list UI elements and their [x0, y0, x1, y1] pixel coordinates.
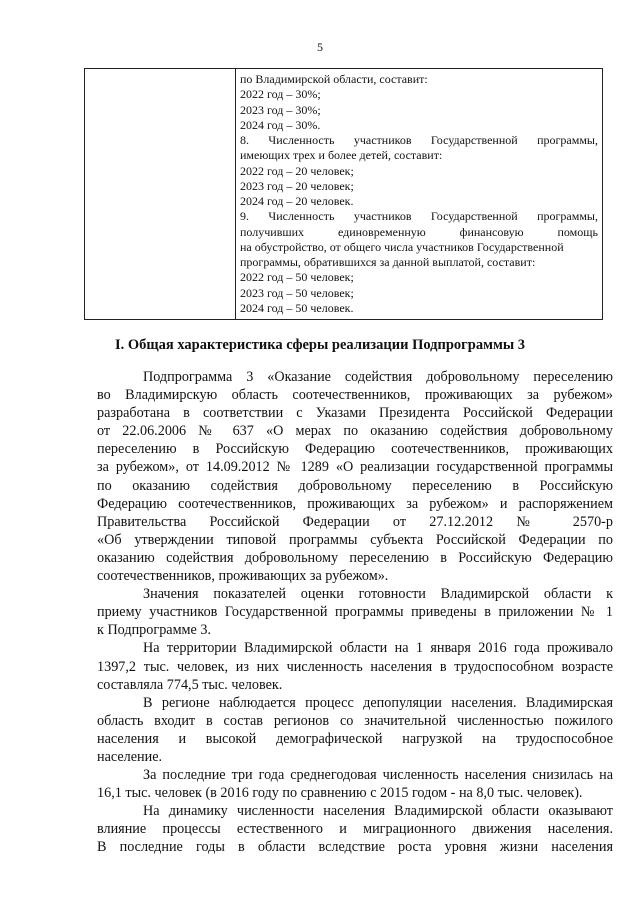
table-cell-right: [236, 69, 603, 320]
paragraph-line: разработана в соответствии с Указами Президента Российской Федерации: [97, 405, 613, 422]
table-cell-line: по Владимирской области, составит:: [240, 72, 428, 86]
table-cell-line: 8. Численность участников Государственной программы,: [240, 133, 598, 147]
paragraph-line: переселению в Российскую Федерацию соотечественников, проживающих: [97, 441, 613, 458]
paragraph: [97, 802, 613, 856]
paragraph-line: составляла 774,5 тыс. человек.: [97, 676, 283, 693]
paragraph-line: приему участников Государственной программы приведены в приложении № 1: [97, 604, 613, 621]
paragraph-line: Федерацию соотечественников, проживающих за рубежом» и распоряжением: [97, 495, 613, 512]
table-cell-right-text: [236, 69, 602, 319]
paragraph-line: «Об утверждении типовой программы субъекта Российской Федерации по: [97, 531, 613, 548]
table-row: [85, 69, 603, 320]
table-cell-line: 2023 год – 30%;: [240, 102, 321, 117]
paragraph-line: область входит в состав регионов со значительной численностью пожилого: [97, 712, 613, 729]
table-cell-line: 2022 год – 30%;: [240, 87, 321, 102]
table-cell-line: 9. Численность участников Государственной программы,: [240, 209, 598, 224]
table-cell-left: [85, 69, 236, 320]
paragraph-line: во Владимирскую область соотечественников, проживающих за рубежом»: [97, 387, 613, 404]
paragraph: [97, 766, 613, 802]
paragraph-line: оказанию содействия добровольному переселению в Российскую Федерацию: [97, 549, 613, 566]
paragraph-line: населения и высокой демографической нагрузкой на трудоспособное: [97, 730, 613, 747]
paragraph-line: Правительства Российской Федерации от 27.12.2012 № 2570-р: [97, 513, 613, 530]
paragraph-line: За последние три года среднегодовая численность населения снизилась на: [143, 767, 613, 784]
paragraph-line: от 22.06.2006 № 637 «О мерах по оказанию содействия добровольному: [97, 423, 613, 440]
table-cell-line: 2024 год – 50 человек.: [240, 300, 354, 315]
paragraph-line: 1397,2 тыс. человек, из них численность населения в трудоспособном возрасте: [97, 658, 613, 675]
table-cell-line: на обустройство, от общего числа участников Государственной: [240, 239, 564, 254]
table-cell-line: получивших единовременную финансовую помощь: [240, 224, 598, 239]
paragraph: [97, 585, 613, 639]
table-cell-line: 2024 год – 30%.: [240, 117, 321, 132]
paragraph-line: В последние годы в области вследствие роста уровня жизни населения: [97, 839, 613, 856]
table-cell-line: 2024 год – 20 человек.: [240, 194, 354, 208]
table-cell-line: 2023 год – 50 человек;: [240, 285, 354, 300]
paragraph-line: 16,1 тыс. человек (в 2016 году по сравнению с 2015 годом - на 8,0 тыс. человек).: [97, 785, 583, 802]
paragraph-line: к Подпрограмме 3.: [97, 622, 212, 639]
section-body: [97, 368, 613, 857]
paragraph-line: На территории Владимирской области на 1 января 2016 года проживало: [143, 640, 613, 657]
section-heading: I. Общая характеристика сферы реализации Подпрограммы 3: [114, 337, 526, 353]
table-cell-line: имеющих трех и более детей, составит:: [240, 148, 443, 163]
page-number: 5: [317, 40, 323, 54]
paragraph-line: На динамику численности населения Владимирской области оказывают: [143, 803, 613, 820]
paragraph: [97, 639, 613, 693]
table-cell-line: 2022 год – 50 человек;: [240, 270, 354, 285]
paragraph-line: по оказанию содействия добровольному переселению в Российскую: [97, 477, 613, 494]
table-cell-line: 2022 год – 20 человек;: [240, 163, 354, 178]
paragraph-line: В регионе наблюдается процесс депопуляции населения. Владимирская: [143, 694, 613, 711]
paragraph-line: за рубежом», от 14.09.2012 № 1289 «О реализации государственной программы: [97, 459, 613, 476]
paragraph-line: Значения показателей оценки готовности Владимирской области к: [143, 586, 613, 603]
indicator-table: [84, 68, 603, 320]
paragraph: [97, 694, 613, 766]
table-cell-line: 2023 год – 20 человек;: [240, 178, 354, 193]
paragraph-line: влияние процессы естественного и миграционного движения населения.: [97, 821, 613, 838]
paragraph: [97, 368, 613, 585]
paragraph-line: соотечественников, проживающих за рубежом».: [97, 568, 389, 585]
table-cell-line: программы, обратившихся за данной выплатой, составит:: [240, 255, 536, 269]
table-cell-left-text: [85, 69, 235, 75]
paragraph-line: Подпрограмма 3 «Оказание содействия добровольному переселению: [143, 369, 613, 385]
paragraph-line: население.: [97, 748, 163, 765]
